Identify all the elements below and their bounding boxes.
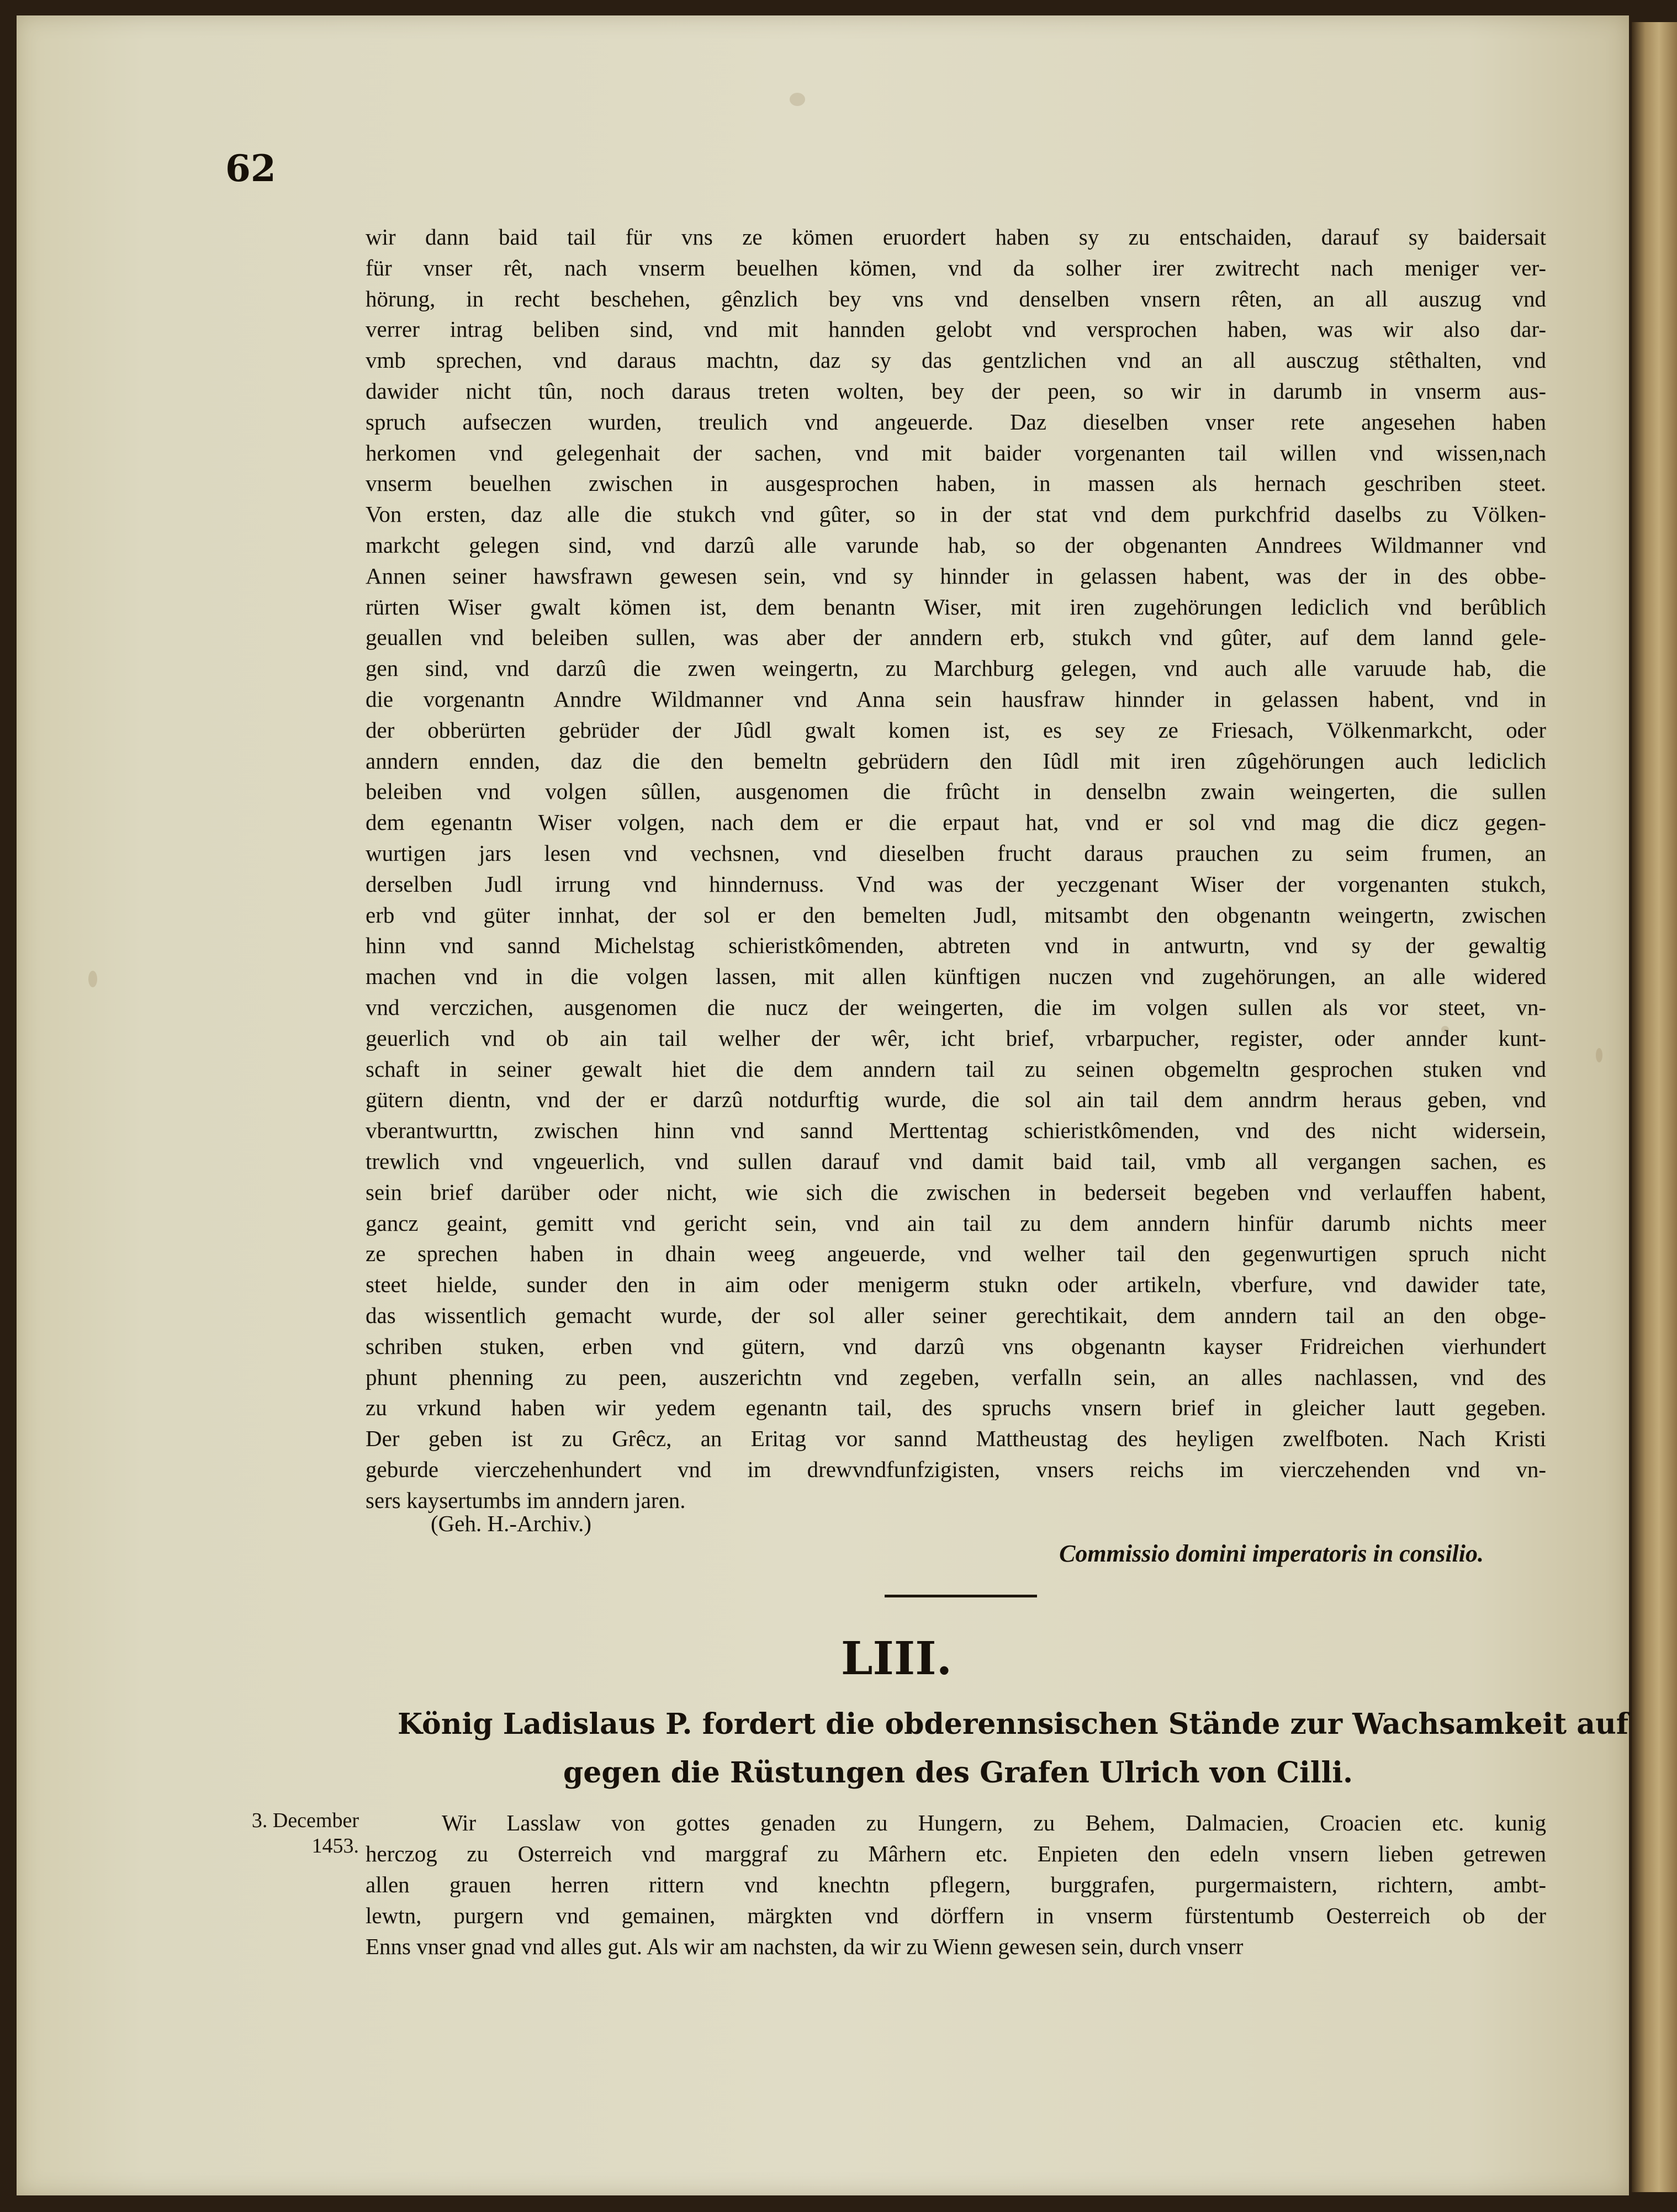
- text-line: beleiben vnd volgen sûllen, ausgenomen die frûcht in denselbn zwain weingerten, die sullen: [366, 779, 1546, 805]
- text-line: geburde vierczehenhundert vnd im drewvndfunfzigisten, vnsers reichs im vierczehenden vnd vn-: [366, 1457, 1546, 1482]
- text-line: lewtn, purgern vnd gemainen, märgkten vnd dörffern in vnserm fürstentumb Oesterreich ob der: [366, 1903, 1546, 1928]
- paper-stain: [1596, 1048, 1602, 1062]
- text-line: gen sind, vnd darzû die zwen weingertn, zu Marchburg gelegen, vnd auch alle varuude hab, die: [366, 655, 1546, 681]
- text-line: hinn vnd sannd Michelstag schieristkômenden, abtreten vnd in antwurtn, vnd sy der gewaltig: [366, 933, 1546, 959]
- text-line: sein brief darüber oder nicht, wie sich die zwischen in bederseit begeben vnd verlauffen habent,: [366, 1179, 1546, 1205]
- text-line: hörung, in recht beschehen, gênzlich bey vns vnd denselben vnsern rêten, an all auszug vnd: [366, 285, 1546, 311]
- text-line: gütern dientn, vnd der er darzû notdurftig wurde, die sol ain tail dem anndrm heraus geben, vnd: [366, 1087, 1546, 1113]
- text-line: dawider nicht tûn, noch daraus treten wolten, bey der peen, so wir in darumb in vnserm aus-: [366, 378, 1546, 404]
- margin-date: [226, 1808, 359, 1859]
- text-line: vnserm beuelhen zwischen in ausgesprochen haben, in massen als hernach geschriben steet.: [366, 470, 1546, 496]
- text-line: allen grauen herren rittern vnd knechtn pflegern, burggrafen, purgermaistern, richtern, ambt-: [366, 1872, 1546, 1897]
- margin-date-year: 1453.: [311, 1834, 359, 1858]
- archive-reference: (Geh. H.-Archiv.): [431, 1511, 592, 1536]
- paper-stain: [88, 971, 97, 987]
- text-line: schriben stuken, erben vnd gütern, vnd darzû vns obgenantn kayser Fridreichen vierhundert: [366, 1333, 1546, 1359]
- text-line: Enns vnser gnad vnd alles gut. Als wir am nachsten, da wir zu Wienn gewesen sein, durch vnserr: [366, 1934, 1244, 1959]
- text-line: geuallen vnd beleiben sullen, was aber der anndern erb, stukch vnd gûter, auf dem lannd gele-: [366, 625, 1546, 650]
- text-line: gancz geaint, gemitt vnd gericht sein, vnd ain tail zu dem anndern hinfür darumb nichts meer: [366, 1210, 1546, 1236]
- text-line: vberantwurttn, zwischen hinn vnd sannd Merttentag schieristkômenden, vnd des nicht widersein,: [366, 1118, 1546, 1144]
- text-line: machen vnd in die volgen lassen, mit allen künftigen nuczen vnd zugehörungen, an alle widered: [366, 964, 1546, 989]
- text-line: Der geben ist zu Grêcz, an Eritag vor sannd Mattheustag des heyligen zwelfboten. Nach Kristi: [366, 1426, 1546, 1452]
- commission-note: Commissio domini imperatoris in consilio.: [1059, 1540, 1484, 1567]
- text-line: der obberürten gebrüder der Jûdl gwalt komen ist, es sey ze Friesach, Völkenmarkcht, oder: [366, 717, 1546, 743]
- text-line: rürten Wiser gwalt kömen ist, dem benantn Wiser, mit iren zugehörungen lediclich vnd berûblich: [366, 594, 1546, 620]
- text-line: Von ersten, daz alle die stukch vnd gûter, so in der stat vnd dem purkchfrid daselbs zu Völken-: [366, 501, 1546, 527]
- next-page-edge: [1632, 22, 1677, 2192]
- text-line: trewlich vnd vngeuerlich, vnd sullen darauf vnd damit baid tail, vmb all vergangen sachen, es: [366, 1149, 1546, 1174]
- section-heading-line: gegen die Rüstungen des Grafen Ulrich von Cilli.: [563, 1756, 1353, 1790]
- text-line: wir dann baid tail für vns ze kömen eruordert haben sy zu entschaiden, darauf sy baidersait: [366, 224, 1546, 250]
- text-line: anndern ennden, daz die den bemeltn gebrüdern den Iûdl mit iren zûgehörungen auch lediclich: [366, 748, 1546, 774]
- paper-stain: [790, 93, 805, 106]
- text-line: die vorgenantn Anndre Wildmanner vnd Anna sein hausfraw hinnder in gelassen habent, vnd in: [366, 686, 1546, 712]
- section-divider: [885, 1595, 1037, 1597]
- text-line: steet hielde, sunder den in aim oder menigerm stukn oder artikeln, vberfure, vnd dawider tate,: [366, 1272, 1546, 1298]
- section-heading-line: König Ladislaus P. fordert die obderennsischen Stände zur Wachsamkeit auf: [398, 1707, 1629, 1741]
- text-line: geuerlich vnd ob ain tail welher der wêr, icht brief, vrbarpucher, register, oder annder kunt-: [366, 1025, 1546, 1051]
- text-line: Annen seiner hawsfrawn gewesen sein, vnd sy hinnder in gelassen habent, was der in des obbe-: [366, 563, 1546, 589]
- text-line: markcht gelegen sind, vnd darzû alle varunde hab, so der obgenanten Anndrees Wildmanner vnd: [366, 532, 1546, 558]
- page-number: 62: [225, 147, 276, 190]
- text-line: schaft in seiner gewalt hiet die dem anndern tail zu seinen obgemeltn gesprochen stuken vnd: [366, 1056, 1546, 1082]
- section-number: LIII.: [840, 1632, 953, 1685]
- text-line: herkomen vnd gelegenhait der sachen, vnd mit baider vorgenanten tail willen vnd wissen,nach: [366, 440, 1546, 465]
- text-line: für vnser rêt, nach vnserm beuelhen kömen, vnd da solher irer zwitrecht nach meniger ver-: [366, 255, 1546, 281]
- text-line: wurtigen jars lesen vnd vechsnen, vnd dieselben frucht daraus prauchen zu seim frumen, an: [366, 840, 1546, 866]
- text-line: das wissentlich gemacht wurde, der sol aller seiner gerechtikait, dem anndern tail an den obge-: [366, 1303, 1546, 1328]
- text-line: Wir Lasslaw von gottes genaden zu Hungern, zu Behem, Dalmacien, Croacien etc. kunig: [442, 1810, 1546, 1835]
- text-line: verrer intrag beliben sind, vnd mit hannden gelobt vnd versprochen haben, was wir also dar-: [366, 316, 1546, 342]
- text-line: sers kaysertumbs im anndern jaren.: [366, 1487, 686, 1513]
- text-line: dem egenantn Wiser volgen, nach dem er die erpaut hat, vnd er sol vnd mag die dicz gegen-: [366, 809, 1546, 835]
- text-line: herczog zu Osterreich vnd marggraf zu Mârhern etc. Enpieten den edeln vnsern lieben getrewen: [366, 1841, 1546, 1866]
- text-line: vmb sprechen, vnd daraus machtn, daz sy das gentzlichen vnd an all ausczug stêthalten, vnd: [366, 347, 1546, 373]
- text-line: vnd verczichen, ausgenomen die nucz der weingerten, die im volgen sullen als vor steet, vn-: [366, 994, 1546, 1020]
- margin-date-day: 3. December: [251, 1809, 359, 1832]
- text-line: phunt phenning zu peen, auszerichtn vnd zegeben, verfalln sein, an alles nachlassen, vnd des: [366, 1364, 1546, 1390]
- text-line: zu vrkund haben wir yedem egenantn tail, des spruchs vnsern brief in gleicher lautt gegeben.: [366, 1395, 1546, 1421]
- text-line: erb vnd güter innhat, der sol er den bemelten Judl, mitsambt den obgenantn weingertn, zwischen: [366, 902, 1546, 928]
- text-line: ze sprechen haben in dhain weeg angeuerde, vnd welher tail den gegenwurtigen spruch nicht: [366, 1241, 1546, 1267]
- text-line: derselben Judl irrung vnd hinndernuss. Vnd was der yeczgenant Wiser der vorgenanten stukch,: [366, 871, 1546, 897]
- text-line: spruch aufseczen wurden, treulich vnd angeuerde. Daz dieselben vnser rete angesehen haben: [366, 409, 1546, 435]
